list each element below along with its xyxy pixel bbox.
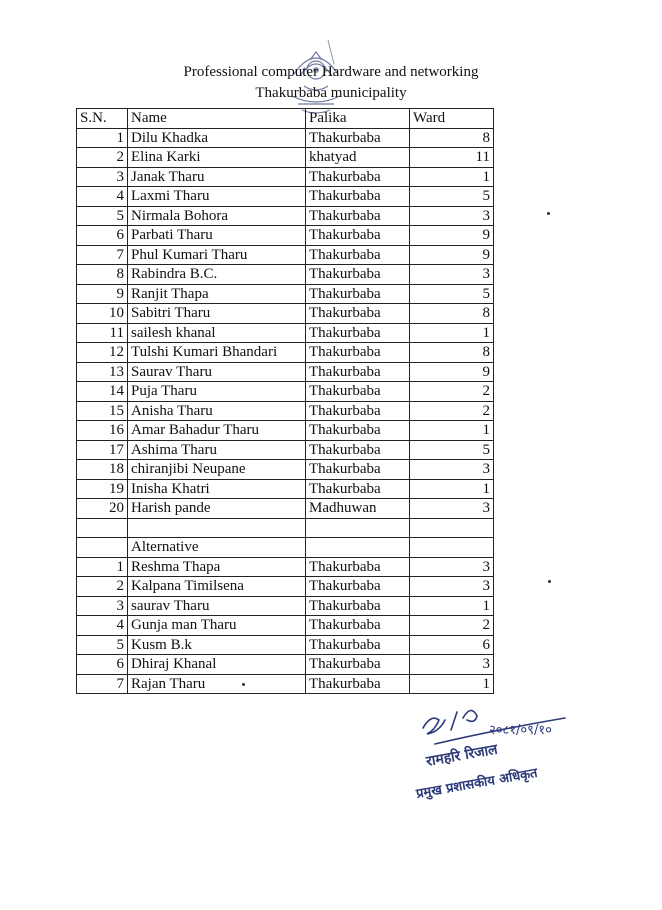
header-ward: Ward xyxy=(410,109,494,129)
cell-palika: Thakurbaba xyxy=(306,635,410,655)
cell-name: Elina Karki xyxy=(128,148,306,168)
cell-palika: Thakurbaba xyxy=(306,460,410,480)
cell-sn: 14 xyxy=(77,382,128,402)
cell-sn: 6 xyxy=(77,655,128,675)
cell-palika: Thakurbaba xyxy=(306,323,410,343)
cell-palika: Madhuwan xyxy=(306,499,410,519)
table-row xyxy=(77,323,494,343)
cell-ward: 9 xyxy=(410,362,494,382)
header-name: Name xyxy=(128,109,306,129)
alternative-row xyxy=(77,596,494,616)
cell-sn: 6 xyxy=(77,226,128,246)
table-row xyxy=(77,382,494,402)
cell-name: Kusm B.k xyxy=(128,635,306,655)
cell-ward: 3 xyxy=(410,460,494,480)
cell-ward: 8 xyxy=(410,304,494,324)
cell-empty xyxy=(77,518,128,538)
cell-ward: 9 xyxy=(410,226,494,246)
cell-ward: 1 xyxy=(410,167,494,187)
cell-sn: 20 xyxy=(77,499,128,519)
cell-ward: 5 xyxy=(410,284,494,304)
cell-ward: 11 xyxy=(410,148,494,168)
cell-sn: 13 xyxy=(77,362,128,382)
cell-name: Janak Tharu xyxy=(128,167,306,187)
cell-name: Ranjit Thapa xyxy=(128,284,306,304)
table-row xyxy=(77,245,494,265)
cell-ward: 3 xyxy=(410,499,494,519)
table-row xyxy=(77,148,494,168)
cell-name: Amar Bahadur Tharu xyxy=(128,421,306,441)
table-row xyxy=(77,499,494,519)
cell-palika: Thakurbaba xyxy=(306,226,410,246)
scan-speck xyxy=(548,580,551,583)
cell-sn: 8 xyxy=(77,265,128,285)
document-title: Professional computer Hardware and networking xyxy=(183,64,479,80)
cell-name: Ashima Tharu xyxy=(128,440,306,460)
alternative-row xyxy=(77,635,494,655)
cell-name: Dhiraj Khanal xyxy=(128,655,306,675)
table-row xyxy=(77,206,494,226)
cell-name: Reshma Thapa xyxy=(128,557,306,577)
cell-ward: 8 xyxy=(410,128,494,148)
alternative-row xyxy=(77,577,494,597)
alternative-label: Alternative xyxy=(128,538,306,558)
cell-sn: 1 xyxy=(77,557,128,577)
cell-palika: Thakurbaba xyxy=(306,362,410,382)
cell-ward: 3 xyxy=(410,655,494,675)
cell-sn: 2 xyxy=(77,577,128,597)
cell-ward: 6 xyxy=(410,635,494,655)
cell-empty xyxy=(306,538,410,558)
table-row xyxy=(77,343,494,363)
cell-palika: Thakurbaba xyxy=(306,245,410,265)
cell-name: Gunja man Tharu xyxy=(128,616,306,636)
table-row-blank xyxy=(77,518,494,538)
cell-empty xyxy=(128,518,306,538)
cell-name: Anisha Tharu xyxy=(128,401,306,421)
cell-ward: 1 xyxy=(410,596,494,616)
document-subtitle: Thakurbaba municipality xyxy=(255,85,407,101)
cell-name: Kalpana Timilsena xyxy=(128,577,306,597)
cell-name: Nirmala Bohora xyxy=(128,206,306,226)
header-palika: Palika xyxy=(306,109,410,129)
cell-ward: 9 xyxy=(410,245,494,265)
cell-ward: 3 xyxy=(410,206,494,226)
cell-palika: Thakurbaba xyxy=(306,206,410,226)
cell-palika: Thakurbaba xyxy=(306,343,410,363)
cell-sn: 11 xyxy=(77,323,128,343)
table-header-row xyxy=(77,109,494,129)
participants-table xyxy=(76,108,494,694)
cell-name: Phul Kumari Tharu xyxy=(128,245,306,265)
cell-palika: Thakurbaba xyxy=(306,596,410,616)
scan-speck xyxy=(547,212,550,215)
cell-name: saurav Tharu xyxy=(128,596,306,616)
table-row xyxy=(77,460,494,480)
table-row xyxy=(77,401,494,421)
cell-sn: 17 xyxy=(77,440,128,460)
cell-palika: Thakurbaba xyxy=(306,674,410,694)
cell-ward: 1 xyxy=(410,479,494,499)
cell-palika: Thakurbaba xyxy=(306,479,410,499)
cell-palika: Thakurbaba xyxy=(306,265,410,285)
cell-sn: 12 xyxy=(77,343,128,363)
cell-name: Sabitri Tharu xyxy=(128,304,306,324)
signatory-designation: प्रमुख प्रशासकीय अधिकृत xyxy=(415,765,539,802)
cell-palika: Thakurbaba xyxy=(306,128,410,148)
cell-empty xyxy=(410,518,494,538)
cell-name: Puja Tharu xyxy=(128,382,306,402)
cell-name: Rabindra B.C. xyxy=(128,265,306,285)
signature xyxy=(405,690,595,815)
cell-sn: 4 xyxy=(77,187,128,207)
cell-palika: Thakurbaba xyxy=(306,284,410,304)
cell-ward: 8 xyxy=(410,343,494,363)
cell-sn: 3 xyxy=(77,167,128,187)
cell-sn: 2 xyxy=(77,148,128,168)
cell-sn: 10 xyxy=(77,304,128,324)
cell-sn: 7 xyxy=(77,674,128,694)
cell-ward: 5 xyxy=(410,187,494,207)
cell-palika: Thakurbaba xyxy=(306,421,410,441)
cell-palika: Thakurbaba xyxy=(306,577,410,597)
cell-sn: 19 xyxy=(77,479,128,499)
cell-sn: 5 xyxy=(77,206,128,226)
alternative-row xyxy=(77,655,494,675)
cell-palika: Thakurbaba xyxy=(306,616,410,636)
cell-ward: 2 xyxy=(410,382,494,402)
table-row xyxy=(77,362,494,382)
cell-palika: Thakurbaba xyxy=(306,655,410,675)
cell-name: Saurav Tharu xyxy=(128,362,306,382)
cell-name: Dilu Khadka xyxy=(128,128,306,148)
cell-empty xyxy=(306,518,410,538)
header-sn: S.N. xyxy=(77,109,128,129)
cell-name: chiranjibi Neupane xyxy=(128,460,306,480)
cell-name: Laxmi Tharu xyxy=(128,187,306,207)
table-row xyxy=(77,421,494,441)
table-row xyxy=(77,187,494,207)
cell-name: Tulshi Kumari Bhandari xyxy=(128,343,306,363)
cell-palika: Thakurbaba xyxy=(306,304,410,324)
table-row xyxy=(77,440,494,460)
table-row xyxy=(77,265,494,285)
cell-ward: 1 xyxy=(410,674,494,694)
cell-ward: 3 xyxy=(410,265,494,285)
cell-ward: 5 xyxy=(410,440,494,460)
signature-date: २०८१/०९/१० xyxy=(489,723,552,738)
table-row xyxy=(77,284,494,304)
cell-empty xyxy=(410,538,494,558)
table-row xyxy=(77,479,494,499)
cell-name: Rajan Tharu xyxy=(128,674,306,694)
cell-palika: Thakurbaba xyxy=(306,557,410,577)
cell-sn: 9 xyxy=(77,284,128,304)
cell-palika: Thakurbaba xyxy=(306,401,410,421)
cell-ward: 1 xyxy=(410,421,494,441)
cell-sn: 1 xyxy=(77,128,128,148)
cell-sn: 4 xyxy=(77,616,128,636)
cell-sn: 5 xyxy=(77,635,128,655)
cell-ward: 2 xyxy=(410,616,494,636)
cell-name: Harish pande xyxy=(128,499,306,519)
alternative-row xyxy=(77,616,494,636)
cell-ward: 3 xyxy=(410,577,494,597)
cell-name: Parbati Tharu xyxy=(128,226,306,246)
cell-palika: Thakurbaba xyxy=(306,187,410,207)
scan-speck xyxy=(242,683,245,686)
cell-ward: 3 xyxy=(410,557,494,577)
cell-palika: khatyad xyxy=(306,148,410,168)
cell-sn: 3 xyxy=(77,596,128,616)
cell-ward: 2 xyxy=(410,401,494,421)
cell-sn: 18 xyxy=(77,460,128,480)
table-row xyxy=(77,226,494,246)
cell-sn: 7 xyxy=(77,245,128,265)
cell-palika: Thakurbaba xyxy=(306,167,410,187)
table-row xyxy=(77,167,494,187)
cell-palika: Thakurbaba xyxy=(306,382,410,402)
alternative-section-row xyxy=(77,538,494,558)
table-row xyxy=(77,128,494,148)
alternative-row xyxy=(77,557,494,577)
cell-palika: Thakurbaba xyxy=(306,440,410,460)
cell-name: sailesh khanal xyxy=(128,323,306,343)
cell-ward: 1 xyxy=(410,323,494,343)
cell-sn: 15 xyxy=(77,401,128,421)
cell-sn: 16 xyxy=(77,421,128,441)
table-row xyxy=(77,304,494,324)
signatory-name: रामहरि रिजाल xyxy=(424,741,499,770)
cell-empty xyxy=(77,538,128,558)
cell-name: Inisha Khatri xyxy=(128,479,306,499)
